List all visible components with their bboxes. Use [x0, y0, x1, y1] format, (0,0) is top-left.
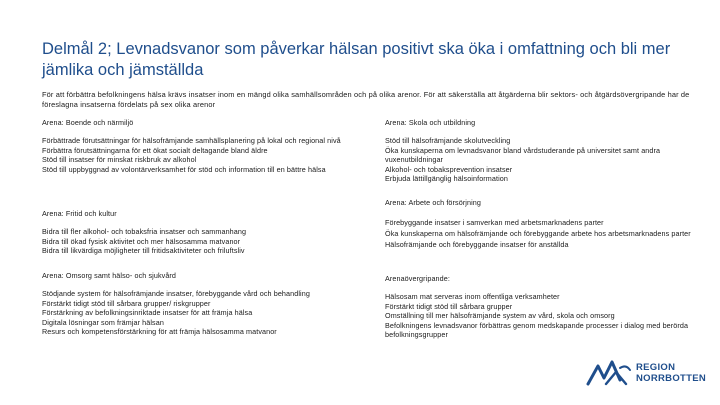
list-item: Stöd till uppbyggnad av volontärverksamhet för stöd och information till en bättre hälsa: [42, 164, 326, 174]
list-item: Resurs och kompetensförstärkning för att främja hälsosamma matvanor: [42, 327, 277, 337]
section-omsorg-vard: [42, 271, 367, 336]
section-boende-narmiljo: [42, 118, 367, 174]
list-item: Hälsosam mat serveras inom offentliga verksamheter: [385, 292, 560, 302]
list-item: Öka kunskaperna om hälsofrämjande och förebyggande arbete hos arbetsmarknadens parter: [385, 229, 691, 238]
region-logo-icon: [586, 358, 632, 388]
list-item: Förstärkning av befolkningsinriktade insatser för att främja hälsa: [42, 308, 253, 318]
logo-line2: NORRBOTTEN: [636, 373, 707, 384]
section-heading: Arena: Skola och utbildning: [385, 118, 476, 127]
logo-line1: REGION: [636, 362, 676, 373]
section-fritid-kultur: [42, 209, 367, 256]
list-item: Förstärkt tidigt stöd till sårbara grupper: [385, 301, 513, 311]
list-item: Förbättrade förutsättningar för hälsofrämjande samhällsplanering på lokal och regional nivå: [42, 136, 341, 146]
section-skola-utbildning: [385, 118, 705, 183]
list-item: Stöd till insatser för minskat riskbruk av alkohol: [42, 155, 197, 165]
page-title: Delmål 2; Levnadsvanor som påverkar hälsan positivt ska öka i omfattning och bli mer jämlika och jämställda: [42, 40, 671, 79]
section-arbete-forsorjning: [385, 197, 705, 250]
list-item: Stödjande system för hälsofrämjande insatser, förebyggande vård och behandling: [42, 289, 310, 299]
list-item: Erbjuda lättillgänglig hälsoinformation: [385, 174, 508, 184]
logo-text: [636, 362, 706, 384]
section-arenaovergripande: [385, 274, 705, 339]
section-heading: Arena: Fritid och kultur: [42, 209, 117, 218]
list-item: Alkohol- och tobaksprevention insatser: [385, 164, 513, 174]
list-item: Bidra till likvärdiga möjligheter till fritidsaktiviteter och friluftsliv: [42, 246, 245, 256]
list-item: Omställning till mer hälsofrämjande system av vård, skola och omsorg: [385, 311, 615, 321]
list-item: Förebyggande insatser i samverkan med arbetsmarknadens parter: [385, 218, 604, 227]
region-norrbotten-logo: [586, 356, 707, 392]
intro-paragraph: För att förbättra befolkningens hälsa krävs insatser inom en mängd olika samhällsområden och på olika arenor. För att säkerställa att åtgärderna blir sektors- och åtgärdsövergripande har de föreslagna insatserna fördelats på sex olika arenor: [42, 90, 690, 109]
list-item: Öka kunskaperna om levnadsvanor bland vårdstuderande på universitet samt andra vuxenutbildningar: [385, 145, 661, 165]
list-item: Bidra till ökad fysisk aktivitet och mer hälsosamma matvanor: [42, 236, 241, 246]
section-heading: Arena: Arbete och försörjning: [385, 198, 481, 207]
section-heading: Arenaövergripande:: [385, 274, 450, 283]
list-item: Förbättra förutsättningarna för ett ökat socialt deltagande bland äldre: [42, 145, 268, 155]
list-item: Befolkningens levnadsvanor förbättras genom medskapande processer i dialog med berörda befolkningsgrupper: [385, 320, 689, 340]
list-item: Hälsofrämjande och förebyggande insatser för anställda: [385, 240, 569, 249]
list-item: Digitala lösningar som främjar hälsan: [42, 317, 164, 327]
list-item: Stöd till hälsofrämjande skolutveckling: [385, 136, 511, 146]
list-item: Förstärkt tidigt stöd till sårbara grupper/ riskgrupper: [42, 298, 211, 308]
section-heading: Arena: Omsorg samt hälso- och sjukvård: [42, 271, 177, 280]
list-item: Bidra till fler alkohol- och tobaksfria insatser och sammanhang: [42, 227, 247, 237]
section-heading: Arena: Boende och närmiljö: [42, 118, 134, 127]
